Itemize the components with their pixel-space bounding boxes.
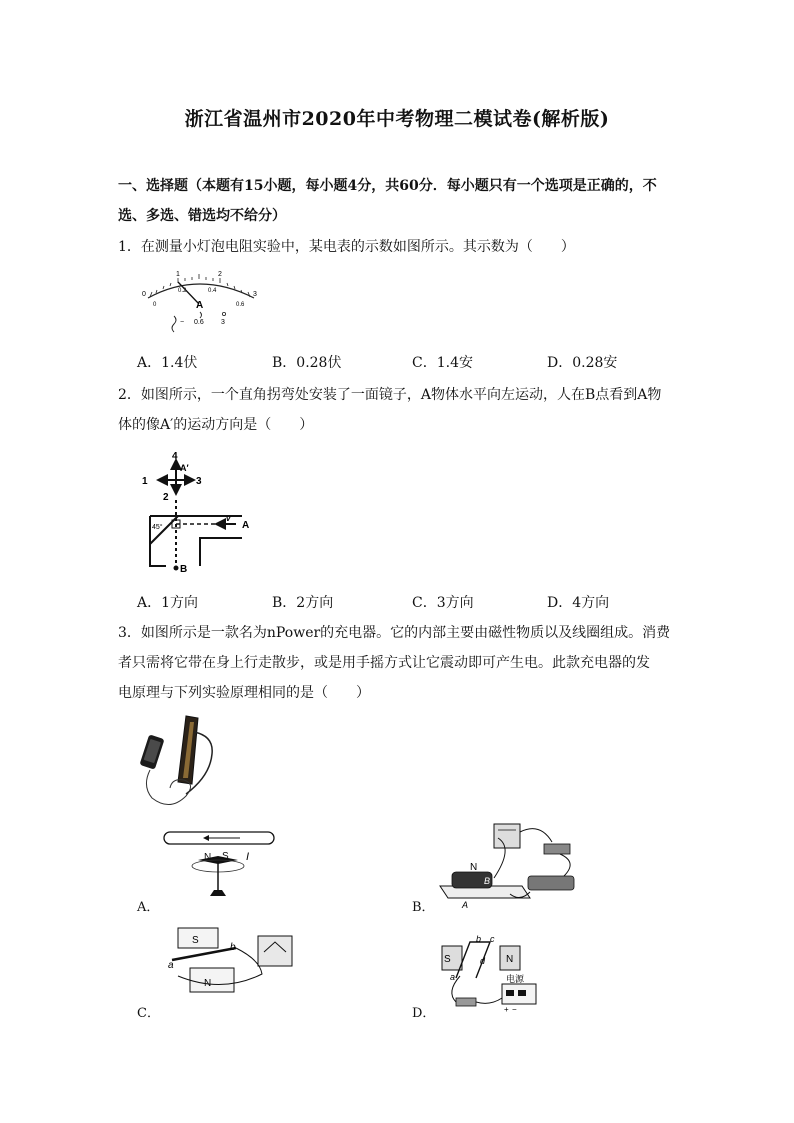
label-3: 3 (196, 476, 202, 487)
label-b: B (180, 564, 188, 575)
q1-option-c[interactable]: C．1.4安 (412, 355, 473, 371)
label-45deg: 45° (152, 524, 163, 531)
meter-ticks (150, 274, 250, 297)
label-c-a: a (168, 960, 174, 971)
question-2-options (137, 592, 697, 616)
label-d-n: N (506, 954, 514, 965)
figure-b-electromagnet (436, 818, 586, 908)
question-2-line1: 2．如图所示，一个直角拐弯处安装了一面镜子，A物体水平向左运动，人在B点看到A物 (118, 387, 662, 403)
q2-option-b[interactable]: B．2方向 (272, 595, 334, 611)
label-b-a: A (462, 900, 469, 908)
figure-c-induction (160, 918, 300, 1010)
label-s: S (222, 851, 229, 862)
point-b (174, 566, 179, 571)
meter-wire-left (172, 316, 176, 332)
label-d-d: d (480, 956, 486, 966)
q1-option-d[interactable]: D．0.28安 (547, 355, 618, 371)
figure-a-oersted (160, 826, 280, 904)
q2-option-d[interactable]: D．4方向 (547, 595, 610, 611)
npower-charger-photo (136, 712, 226, 812)
wire-right (560, 854, 570, 876)
ammeter-figure (136, 268, 262, 338)
label-c-n: N (204, 978, 212, 989)
label-d-a: a (450, 972, 456, 982)
label-v: v (226, 514, 231, 523)
label-d-s: S (444, 954, 451, 965)
label-n: N (204, 852, 212, 863)
q3-option-b[interactable]: B． (412, 900, 435, 915)
switch (544, 844, 570, 854)
switch-d (456, 998, 476, 1006)
meter-top-scale-0: 0 (142, 291, 146, 298)
rheostat (528, 876, 574, 890)
label-c-b: b (230, 942, 236, 953)
label-2: 2 (163, 492, 169, 503)
label-current-i: I (246, 851, 250, 863)
meter-top-scale-2: 2 (218, 271, 222, 278)
label-a: A (242, 520, 250, 531)
label-b-n: N (470, 862, 478, 873)
question-1-text: 1．在测量小灯泡电阻实验中，某电表的示数如图所示。其示数为（ ） (118, 239, 575, 255)
label-plus: + (504, 1005, 509, 1014)
q3-option-a[interactable]: A． (137, 900, 160, 915)
meter-bottom-scale-1: 0.2 (178, 288, 187, 294)
meter-bottom-scale-3: 0.6 (236, 302, 245, 308)
question-3-line3: 电原理与下列实验原理相同的是（ ） (118, 685, 370, 701)
label-4: 4 (172, 451, 178, 462)
q2-option-a[interactable]: A．1方向 (137, 595, 199, 611)
wire-top (520, 829, 552, 842)
label-a-prime: A′ (180, 463, 189, 473)
question-1-options (137, 352, 697, 376)
q1-option-a[interactable]: A．1.4伏 (137, 355, 198, 371)
meter-top-scale-1: 1 (176, 271, 180, 278)
figure-d-motor (436, 928, 576, 1018)
meter-terminal-neg: − (180, 319, 185, 326)
battery (494, 824, 520, 848)
conductor-ab (172, 948, 236, 960)
label-power-source: 电源 (506, 974, 525, 984)
section-heading-line1: 一、选择题（本题有15小题，每小题4分，共60分．每小题只有一个选项是正确的，不 (118, 178, 657, 194)
galvanometer (258, 936, 292, 966)
meter-unit-label: A (196, 300, 204, 311)
label-minus: − (512, 1005, 517, 1014)
meter-terminal-06: 0.6 (194, 319, 204, 326)
page-title: 浙江省温州市2020年中考物理二模试卷(解析版) (184, 108, 610, 130)
meter-bottom-scale-0: 0 (153, 302, 157, 308)
label-c-s: S (192, 935, 199, 946)
label-d-b: b (476, 934, 482, 944)
q3-option-d[interactable]: D． (412, 1006, 436, 1021)
meter-terminal-knob (222, 312, 225, 315)
question-3-line1: 3．如图所示是一款名为nPower的充电器。它的内部主要由磁性物质以及线圈组成。消费 (118, 625, 671, 641)
magnet-n (190, 968, 234, 992)
question-2-line2: 体的像A′的运动方向是（ ） (118, 417, 314, 433)
label-d-c: c (490, 934, 495, 944)
wall-inner-corner (200, 538, 242, 566)
compass-base (210, 890, 226, 896)
label-1: 1 (142, 476, 148, 487)
q1-option-b[interactable]: B．0.28伏 (272, 355, 342, 371)
q2-option-c[interactable]: C．3方向 (412, 595, 474, 611)
section-heading-line2: 选、多选、错选均不给分） (118, 208, 286, 224)
meter-terminal-3: 3 (221, 319, 225, 326)
mirror-corner-figure (136, 450, 256, 580)
label-b-b: B (484, 876, 491, 886)
question-3-line2: 者只需将它带在身上行走散步，或是用手摇方式让它震动即可产生电。此款充电器的发 (118, 655, 650, 671)
meter-wire-mid (200, 312, 202, 318)
meter-bottom-scale-2: 0.4 (208, 288, 217, 294)
q3-option-c[interactable]: C． (137, 1006, 160, 1021)
meter-top-scale-3: 3 (253, 291, 257, 298)
